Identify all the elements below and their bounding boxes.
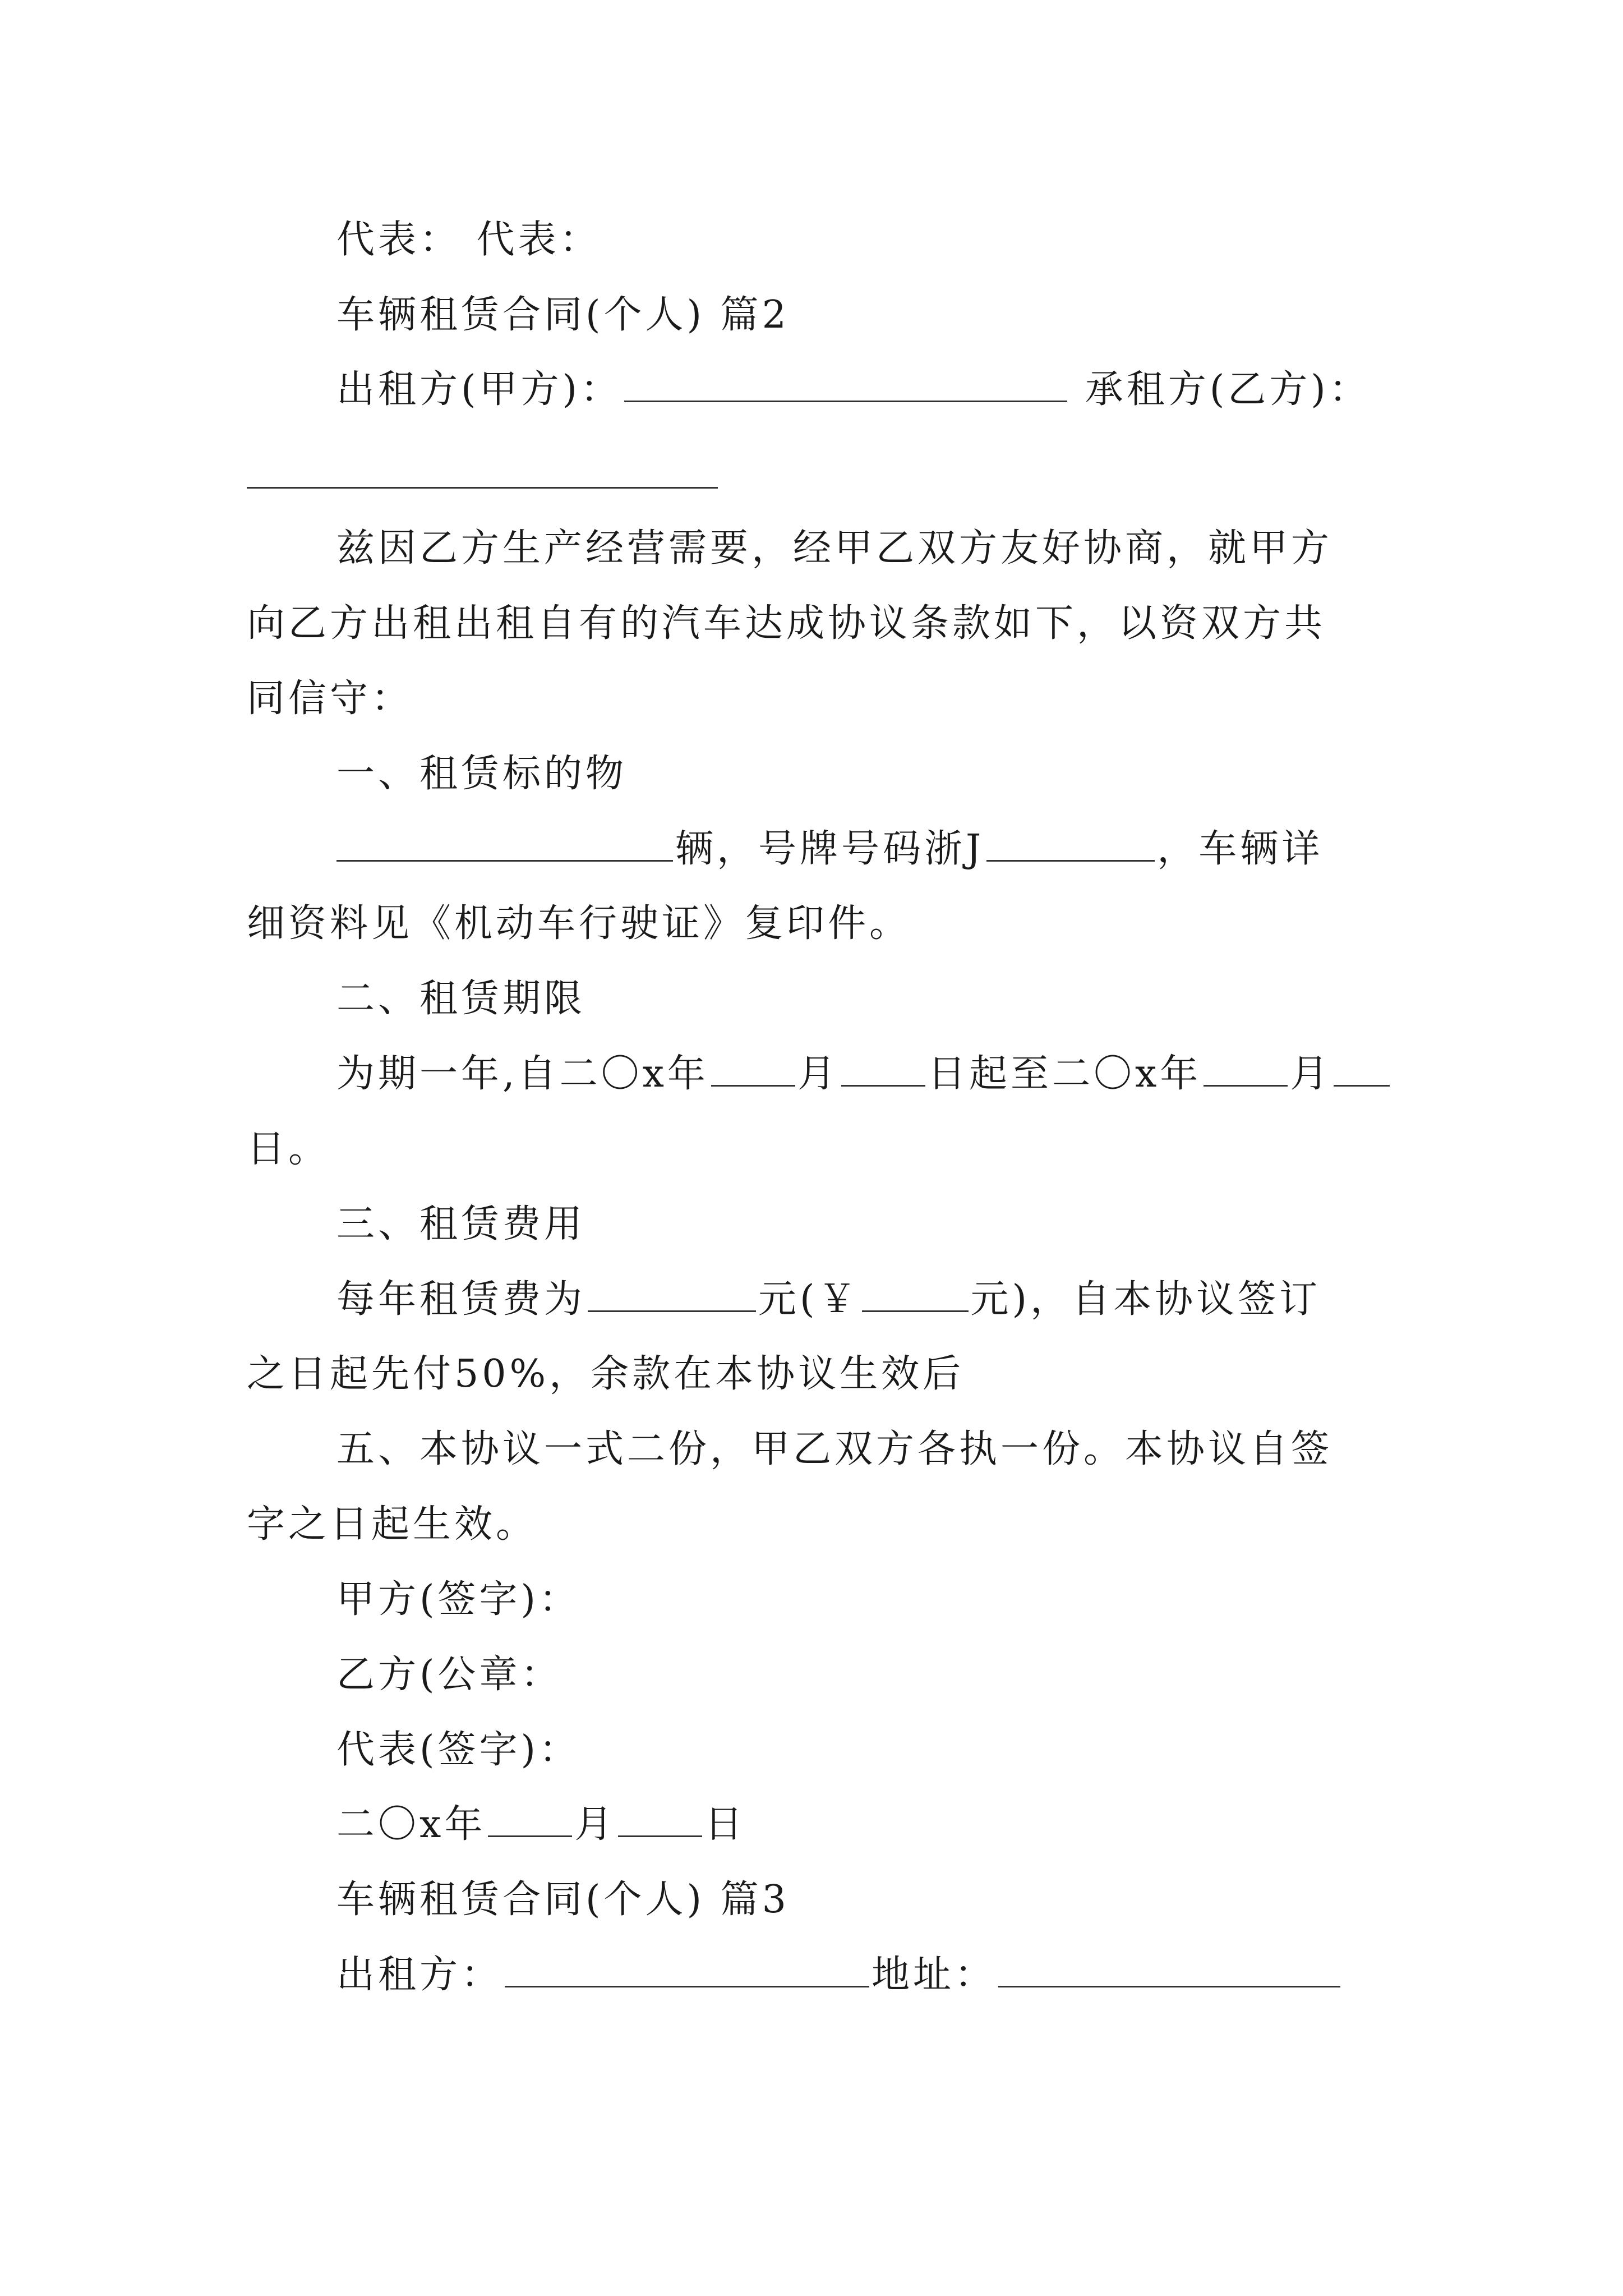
- term-start-label: 为期一年,自二〇x年: [336, 1052, 709, 1096]
- representative-line: 代表： 代表：: [336, 218, 601, 262]
- start-day-blank: [841, 1051, 925, 1087]
- month-label: 月: [1290, 1052, 1332, 1096]
- term-line-2: 日。: [247, 1127, 330, 1171]
- plate-label: 辆，号牌号码浙J: [675, 827, 985, 871]
- fee-amount-blank: [588, 1277, 756, 1312]
- term-line-1: [336, 1046, 1392, 1102]
- sign-day-blank: [618, 1802, 702, 1837]
- sign-month-blank: [488, 1802, 572, 1837]
- heading-subject: 一、租赁标的物: [336, 752, 628, 796]
- lessee-blank: [247, 487, 718, 489]
- section-title-part2: 车辆租赁合同(个人) 篇2: [336, 293, 790, 337]
- plate-blank: [986, 826, 1155, 862]
- address-blank: [998, 1952, 1340, 1987]
- signature-date: [336, 1797, 746, 1853]
- parties-line: [336, 362, 1371, 418]
- address-label: 地址：: [872, 1953, 997, 1997]
- lessor-blank: [624, 367, 1067, 402]
- lessor-name-blank: [505, 1952, 869, 1987]
- month-label: 月: [574, 1802, 616, 1847]
- fee-yuan-label: 元(￥: [758, 1277, 860, 1322]
- clause-five-line-1: 五、本协议一式二份，甲乙双方各执一份。本协议自签: [336, 1427, 1333, 1471]
- vehicle-line-1: [336, 821, 1323, 877]
- fee-numeric-blank: [862, 1277, 969, 1312]
- preamble-line-2: 向乙方出租出租自有的汽车达成协议条款如下，以资双方共: [247, 601, 1326, 646]
- vehicle-line-2: 细资料见《机动车行驶证》复印件。: [247, 901, 911, 946]
- month-label: 月: [797, 1052, 839, 1096]
- heading-fee: 三、租赁费用: [336, 1202, 586, 1246]
- year-label: 二〇x年: [336, 1802, 486, 1847]
- clause-five-line-2: 字之日起生效。: [247, 1502, 538, 1547]
- section-title-part3: 车辆租赁合同(个人) 篇3: [336, 1878, 790, 1922]
- vehicle-details-label: ，车辆详: [1157, 827, 1324, 871]
- lessee-label: 承租方(乙方)：: [1085, 367, 1371, 412]
- lessor-address-line: [336, 1947, 1343, 2003]
- fee-suffix: 元)，自本协议签订: [970, 1277, 1321, 1322]
- preamble-line-3: 同信守：: [247, 677, 413, 721]
- fee-label: 每年租赁费为: [336, 1277, 586, 1322]
- fee-line-1: [336, 1272, 1321, 1328]
- signature-party-a: 甲方(签字)：: [336, 1577, 581, 1622]
- heading-term: 二、租赁期限: [336, 977, 586, 1021]
- start-month-blank: [711, 1051, 795, 1087]
- day-label: 日: [704, 1802, 746, 1847]
- vehicle-count-blank: [336, 826, 673, 862]
- end-month-blank: [1204, 1051, 1288, 1087]
- signature-party-b: 乙方(公章：: [336, 1653, 562, 1697]
- signature-representative: 代表(签字)：: [336, 1728, 581, 1772]
- term-end-label: 日起至二〇x年: [927, 1052, 1202, 1096]
- preamble-line-1: 兹因乙方生产经营需要，经甲乙双方友好协商，就甲方: [336, 526, 1333, 570]
- lessor-label: 出租方(甲方)：: [336, 367, 623, 412]
- end-day-blank: [1334, 1051, 1390, 1087]
- lessor-label: 出租方：: [336, 1953, 503, 1997]
- fee-line-2: 之日起先付50%，余款在本协议生效后: [247, 1352, 965, 1396]
